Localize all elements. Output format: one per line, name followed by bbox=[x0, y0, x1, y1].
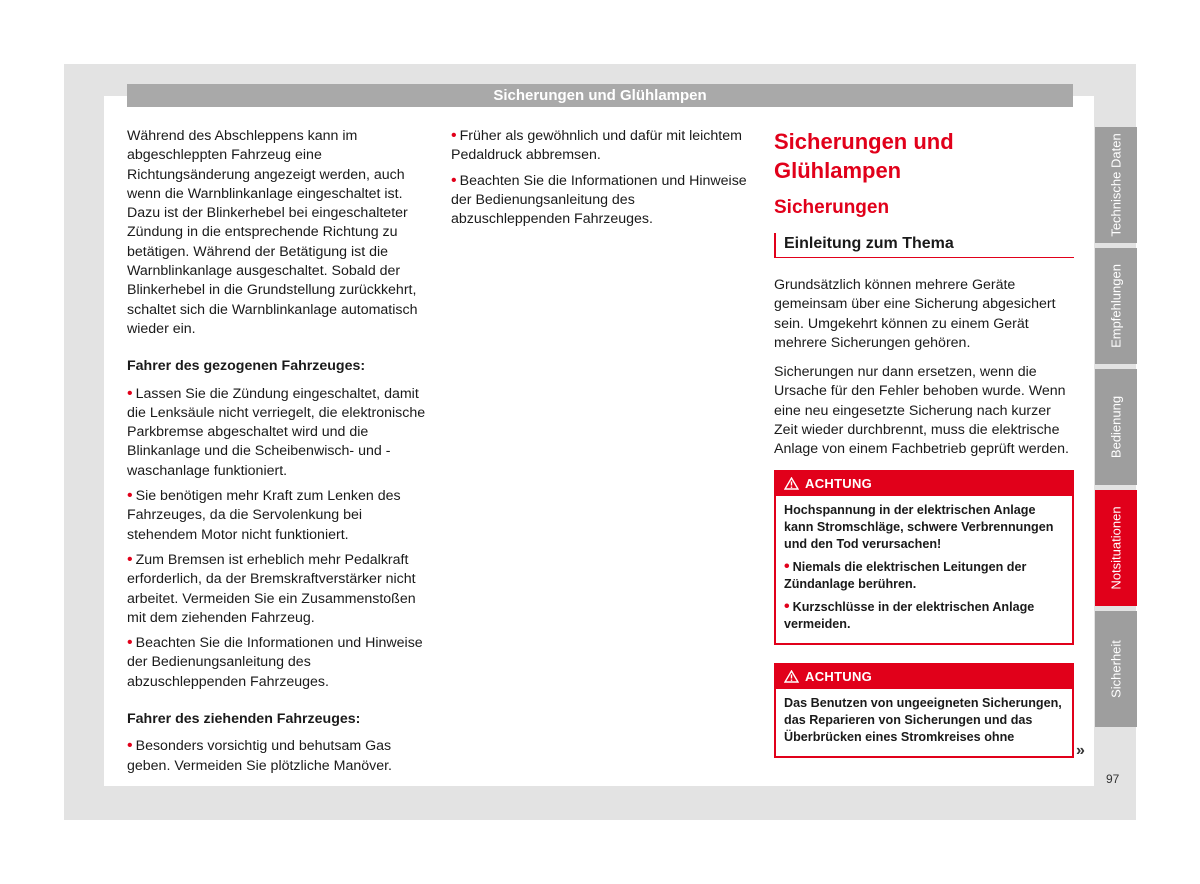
warning-triangle-icon bbox=[784, 670, 799, 683]
bullet-icon: • bbox=[127, 550, 133, 568]
bullet-icon: • bbox=[127, 487, 133, 505]
warning-triangle-icon bbox=[784, 477, 799, 490]
list-item: • Beachten Sie die Informationen und Hinweise der Bedienungsanleitung des abzuschleppenden Fahrzeuges. bbox=[127, 634, 423, 690]
warning-header: ACHTUNG bbox=[776, 665, 1072, 689]
warning-body: Das Benutzen von ungeeigneten Sicherungen, das Reparieren von Sicherungen und das Überbrücken eines Stromkreises ohne bbox=[784, 695, 1062, 744]
tab-empfehlungen[interactable]: Empfehlungen bbox=[1095, 248, 1137, 364]
list-item: • Sie benötigen mehr Kraft zum Lenken des Fahrzeuges, da die Servolenkung bei stehendem Motor nicht funktioniert. bbox=[127, 487, 401, 543]
bullet-icon: • bbox=[127, 634, 133, 652]
topic-title: Einleitung zum Thema bbox=[774, 233, 1074, 258]
warning-box bbox=[774, 470, 1074, 645]
paragraph: Grundsätzlich können mehrere Geräte gemeinsam über eine Sicherung abgesichert sein. Umgekehrt können zu einem Gerät mehrere Sicherungen gehören. bbox=[774, 277, 1056, 351]
chapter-title: Sicherungen und Glühlampen bbox=[774, 129, 954, 183]
intro-paragraph: Während des Abschleppens kann im abgeschleppten Fahrzeug eine Richtungsänderung angezeigt werden, auch wenn die Warnblinkanlage eingeschaltet ist. Dazu ist der Blinkerhebel bei eingeschalteter Zündung in die entsprechende Richtung zu betätigen. Während der Betätigung ist die Warnblinkanlage ausgeschaltet. Sobald der Blinkerhebel in die Grundstellung zurückkehrt, schaltet sich die Warnblinkanlage automatisch wieder ein. bbox=[127, 128, 418, 337]
list-item: • Zum Bremsen ist erheblich mehr Pedalkraft erforderlich, da der Bremskraftverstärker nicht arbeitet. Vermeiden Sie ein Zusammenstoßen mit dem ziehenden Fahrzeug. bbox=[127, 550, 416, 626]
tab-sicherheit[interactable]: Sicherheit bbox=[1095, 611, 1137, 727]
list-item: • Lassen Sie die Zündung eingeschaltet, damit die Lenksäule nicht verriegelt, die elektronische Parkbremse abgeschaltet wird und die Blinkanlage und die Scheibenwisch- und -waschanlage funktioniert. bbox=[127, 384, 426, 479]
tab-technische-daten[interactable]: Technische Daten bbox=[1095, 127, 1137, 243]
continue-arrow-icon: » bbox=[1076, 742, 1085, 759]
section-header: Sicherungen und Glühlampen bbox=[127, 84, 1073, 107]
warning-header: ACHTUNG bbox=[776, 472, 1072, 496]
warning-box bbox=[774, 663, 1074, 758]
bullet-icon: • bbox=[127, 737, 133, 755]
paragraph: Sicherungen nur dann ersetzen, wenn die Ursache für den Fehler behoben wurde. Wenn eine neu eingesetzte Sicherung nach kurzer Zeit wieder durchbrennt, muss die elektrische Anlage von einem Fachbetrieb geprüft werden. bbox=[774, 364, 1069, 458]
warning-body: Hochspannung in der elektrischen Anlage kann Stromschläge, schwere Verbrennungen und den Tod verursachen! • Niemals die elektrischen Leitungen der Zündanlage berühren. • Kurzschlüsse in der elektrischen Anlage vermeiden. bbox=[776, 496, 1072, 643]
section-title: Sicherungen bbox=[774, 197, 890, 218]
column-middle bbox=[451, 127, 751, 235]
subheading-towing-driver: Fahrer des ziehenden Fahrzeuges: bbox=[127, 711, 361, 728]
bullet-icon: • bbox=[784, 597, 790, 615]
list-item: • Besonders vorsichtig und behutsam Gas geben. Vermeiden Sie plötzliche Manöver. bbox=[127, 737, 392, 774]
list-item: • Beachten Sie die Informationen und Hinweise der Bedienungsanleitung des abzuschleppenden Fahrzeuges. bbox=[451, 171, 747, 228]
tab-bedienung[interactable]: Bedienung bbox=[1095, 369, 1137, 485]
column-right bbox=[774, 127, 1074, 776]
page-number: 97 bbox=[1106, 772, 1120, 786]
bullet-icon: • bbox=[784, 557, 790, 575]
bullet-icon: • bbox=[127, 384, 133, 402]
bullet-icon: • bbox=[451, 171, 457, 189]
list-item: • Niemals die elektrischen Leitungen der Zündanlage berühren. bbox=[784, 557, 1027, 591]
list-item: • Früher als gewöhnlich und dafür mit leichtem Pedaldruck abbremsen. bbox=[451, 127, 742, 164]
tab-notsituationen[interactable]: Notsituationen bbox=[1095, 490, 1137, 606]
subheading-towed-driver: Fahrer des gezogenen Fahrzeuges: bbox=[127, 358, 366, 375]
column-left bbox=[127, 127, 429, 782]
bullet-icon: • bbox=[451, 127, 457, 144]
list-item: • Kurzschlüsse in der elektrischen Anlage vermeiden. bbox=[784, 597, 1035, 631]
